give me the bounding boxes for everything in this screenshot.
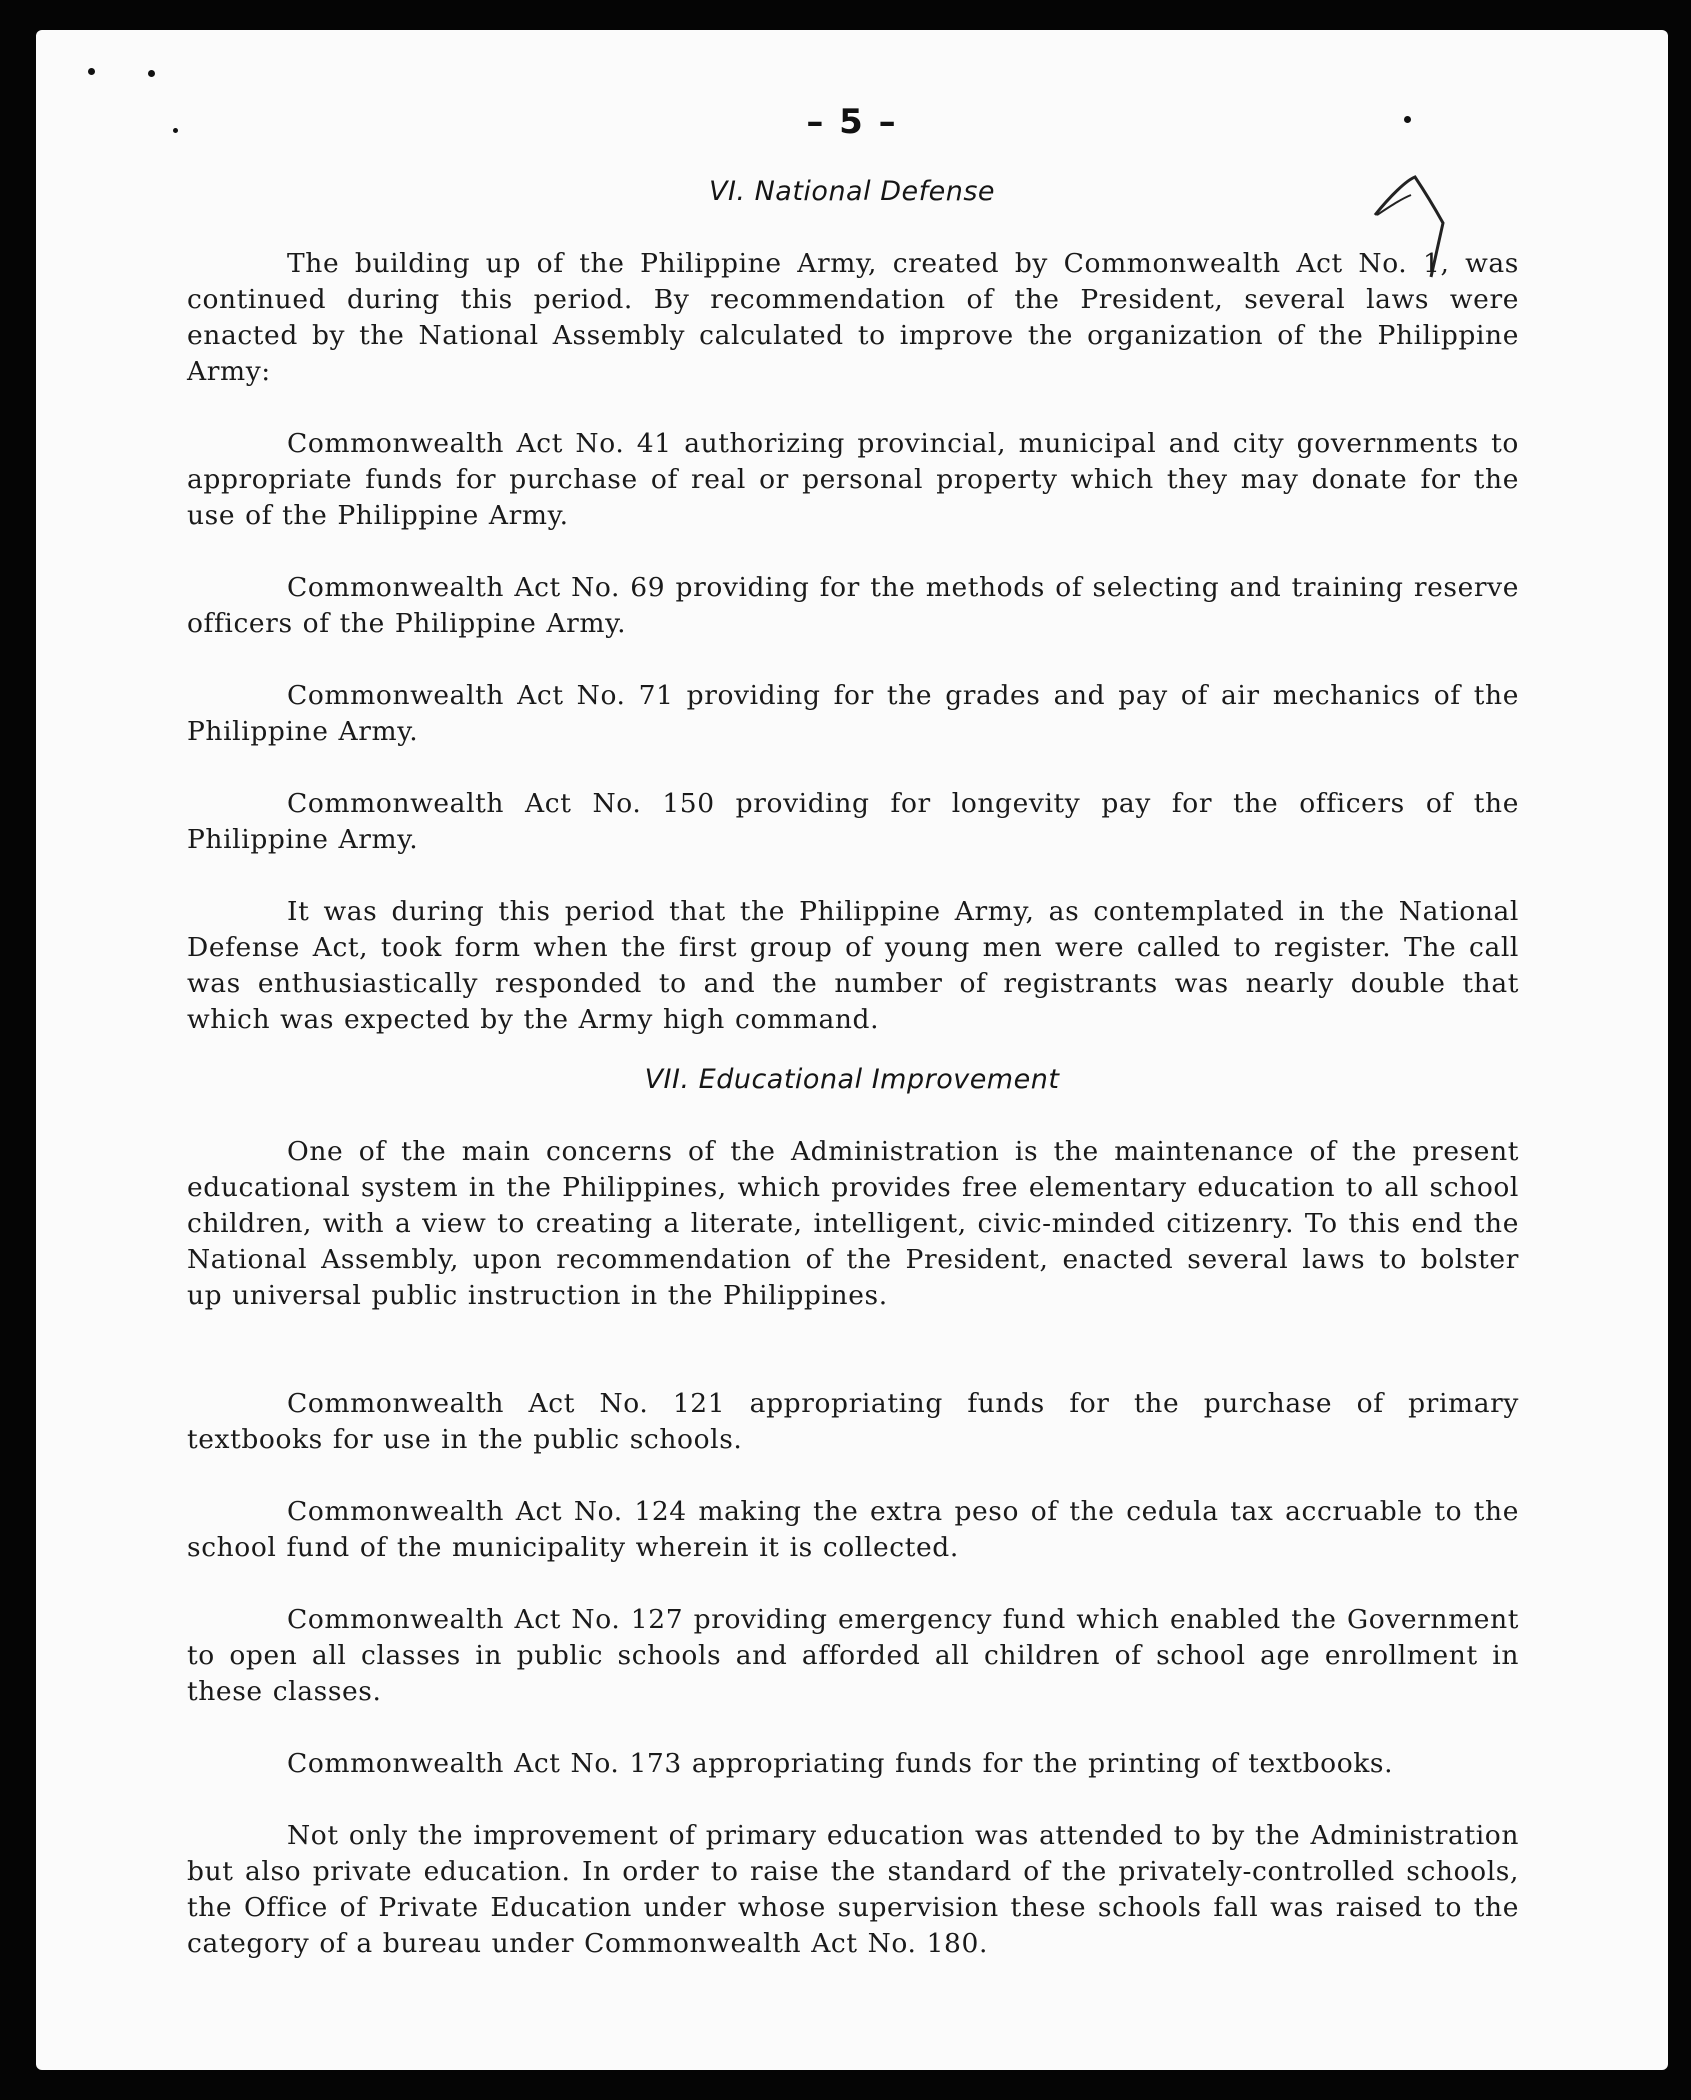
section-heading-educational-improvement: VII. Educational Improvement: [644, 1064, 1060, 1095]
paragraph: Commonwealth Act No. 121 appropriating funds for the purchase of primary textbooks for use in the public schools.: [187, 1388, 1519, 1455]
paragraph: Commonwealth Act No. 124 making the extra peso of the cedula tax accruable to the school fund of the municipality wherein it is collected.: [187, 1496, 1519, 1563]
paragraph: Commonwealth Act No. 41 authorizing provincial, municipal and city governments to appropriate funds for purchase of real or personal property which they may donate for the use of the Philippine Army.: [187, 428, 1519, 531]
paragraph: Commonwealth Act No. 71 providing for the grades and pay of air mechanics of the Philippine Army.: [187, 680, 1519, 747]
section-heading-national-defense: VI. National Defense: [709, 176, 995, 207]
paragraph: Not only the improvement of primary education was attended to by the Administration but also private education. In order to raise the standard of the privately-controlled schools, the Office of Private Education under whose supervision these schools fall was raised to the category of a bureau under Commonwealth Act No. 180.: [187, 1820, 1519, 1959]
paragraph: One of the main concerns of the Administration is the maintenance of the present educational system in the Philippines, which provides free elementary education to all school children, with a view to creating a literate, intelligent, civic-minded citizenry. To this end the National Assembly, upon recommendation of the President, enacted several laws to bolster up universal public instruction in the Philippines.: [187, 1136, 1519, 1311]
paragraph: Commonwealth Act No. 69 providing for the methods of selecting and training reserve officers of the Philippine Army.: [187, 572, 1519, 639]
document-page: [36, 30, 1668, 2070]
page-number: – 5 –: [806, 102, 898, 142]
paragraph: Commonwealth Act No. 173 appropriating funds for the printing of textbooks.: [287, 1748, 1394, 1779]
scan-speck: [88, 68, 95, 75]
paragraph: Commonwealth Act No. 150 providing for longevity pay for the officers of the Philippine Army.: [187, 788, 1519, 855]
paragraph: The building up of the Philippine Army, created by Commonwealth Act No. 1, was continued during this period. By recommendation of the President, several laws were enacted by the National Assembly calculated to improve the organization of the Philippine Army:: [187, 248, 1519, 387]
paragraph: It was during this period that the Philippine Army, as contemplated in the National Defense Act, took form when the first group of young men were called to register. The call was enthusiastically responded to and the number of registrants was nearly double that which was expected by the Army high command.: [187, 896, 1519, 1035]
paragraph: Commonwealth Act No. 127 providing emergency fund which enabled the Government to open all classes in public schools and afforded all children of school age enrollment in these classes.: [187, 1604, 1519, 1707]
scan-speck: [148, 70, 155, 77]
